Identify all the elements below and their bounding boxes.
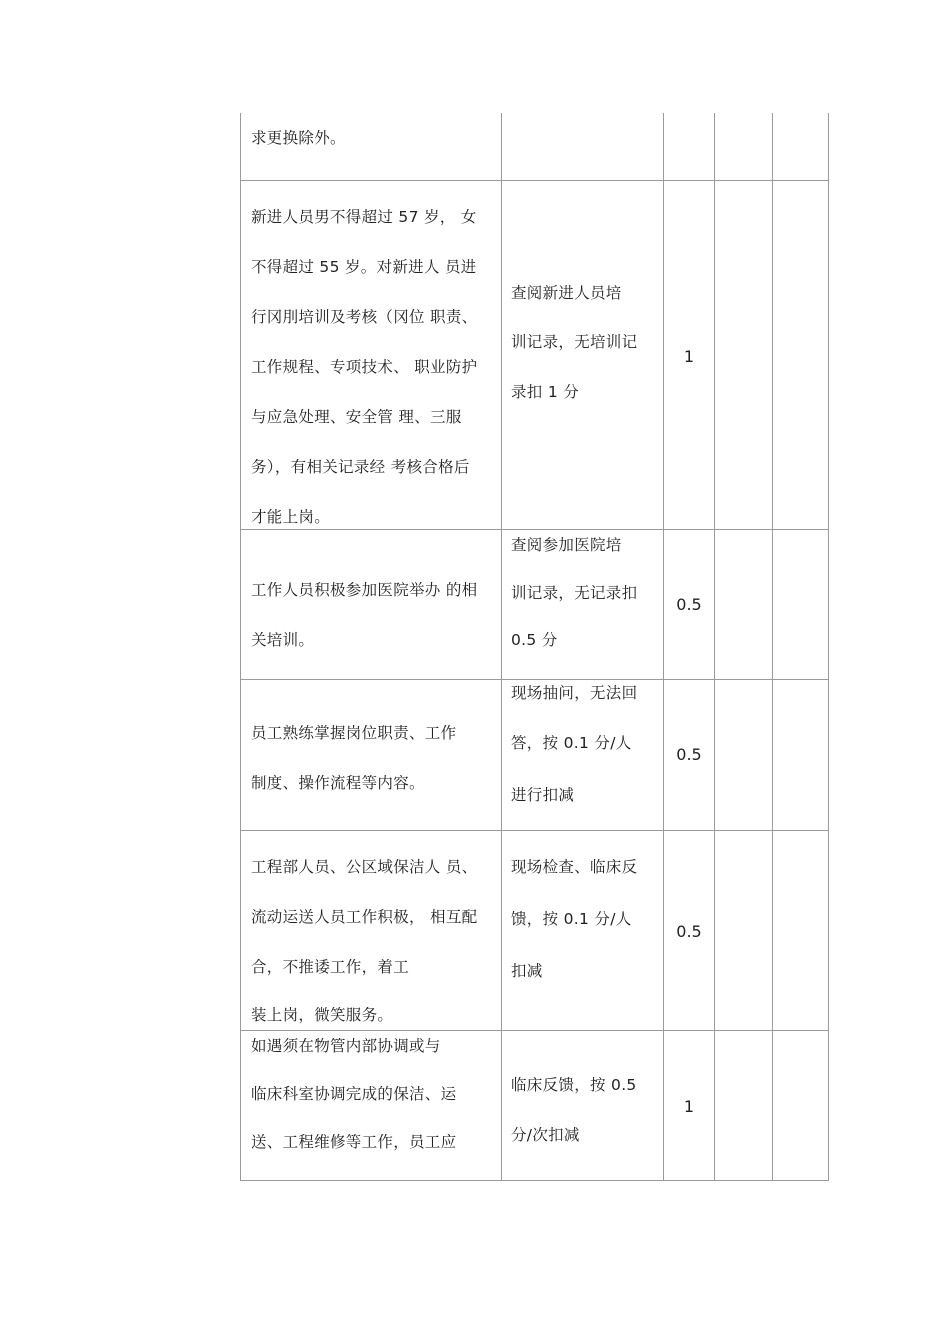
score-cell [664,831,715,1030]
empty-cell [773,181,829,529]
score-value: 1 [683,347,695,366]
assessment-table [240,113,829,1181]
empty-cell [715,680,773,830]
table-row [241,1030,829,1181]
empty-cell [773,113,829,180]
empty-cell [715,1031,773,1181]
requirement-line: 装上岗，微笑服务。 [251,1006,394,1024]
method-cell [502,831,664,1030]
table-row [241,529,829,679]
table-row [241,180,829,529]
method-line: 0.5 分 [511,631,558,649]
score-cell [664,680,715,830]
requirement-cell [241,680,502,830]
method-line: 查阅参加医院培 [511,536,622,554]
method-line: 进行扣减 [511,786,575,804]
requirement-line: 不得超过 55 岁。对新进人 员进 [251,258,477,276]
requirement-line: 求更换除外。 [251,129,346,147]
requirement-line: 工程部人员、公区域保洁人 员、 [251,858,478,876]
requirement-line: 与应急处理、安全管 理、三服 [251,408,462,426]
requirement-cell [241,113,502,180]
score-cell [664,1031,715,1181]
method-cell [502,1031,664,1181]
requirement-cell [241,530,502,679]
empty-cell [715,530,773,679]
requirement-line: 才能上岗。 [251,508,331,526]
score-cell [664,181,715,529]
method-cell [502,181,664,529]
requirement-line: 制度、操作流程等内容。 [251,774,425,792]
method-cell [502,113,664,180]
method-line: 答，按 0.1 分/人 [511,734,632,752]
method-line: 现场抽问，无法回 [511,684,638,702]
table-row [241,830,829,1030]
requirement-line: 工作人员积极参加医院举办 的相 [251,581,478,599]
method-line: 录扣 1 分 [511,383,580,401]
requirement-line: 关培训。 [251,631,315,649]
requirement-cell [241,181,502,529]
method-line: 查阅新进人员培 [511,284,622,302]
requirement-line: 新进人员男不得超过 57 岁， 女 [251,208,477,226]
score-value: 0.5 [676,595,702,614]
method-line: 分/次扣减 [511,1126,580,1144]
empty-cell [773,1031,829,1181]
requirement-line: 务），有相关记录经 考核合格后 [251,458,470,476]
requirement-line: 员工熟练掌握岗位职责、工作 [251,724,457,742]
score-value: 1 [683,1097,695,1116]
score-cell [664,530,715,679]
requirement-cell [241,831,502,1030]
method-line: 扣减 [511,962,543,980]
requirement-line: 工作规程、专项技术、 职业防护 [251,358,478,376]
empty-cell [773,831,829,1030]
empty-cell [715,181,773,529]
score-value: 0.5 [676,745,702,764]
method-line: 馈，按 0.1 分/人 [511,910,632,928]
method-cell [502,530,664,679]
method-cell [502,680,664,830]
requirement-line: 临床科室协调完成的保洁、运 [251,1085,457,1103]
score-value: 0.5 [676,922,702,941]
requirement-line: 送、工程维修等工作，员工应 [251,1133,457,1151]
requirement-cell [241,1031,502,1181]
method-line: 现场检查、临床反 [511,858,638,876]
requirement-line: 流动运送人员工作积极， 相互配 [251,908,478,926]
score-cell [664,113,715,180]
empty-cell [715,831,773,1030]
requirement-line: 如遇须在物管内部协调或与 [251,1037,441,1055]
requirement-line: 行冈刖培训及考核（冈位 职责、 [251,308,478,326]
table-row [241,113,829,180]
requirement-line: 合，不推诿工作，着工 [251,958,410,976]
method-line: 训记录，无培训记 [511,333,638,351]
table-row [241,679,829,830]
empty-cell [773,680,829,830]
method-line: 临床反馈，按 0.5 [511,1076,637,1094]
empty-cell [773,530,829,679]
empty-cell [715,113,773,180]
method-line: 训记录，无记录扣 [511,584,638,602]
